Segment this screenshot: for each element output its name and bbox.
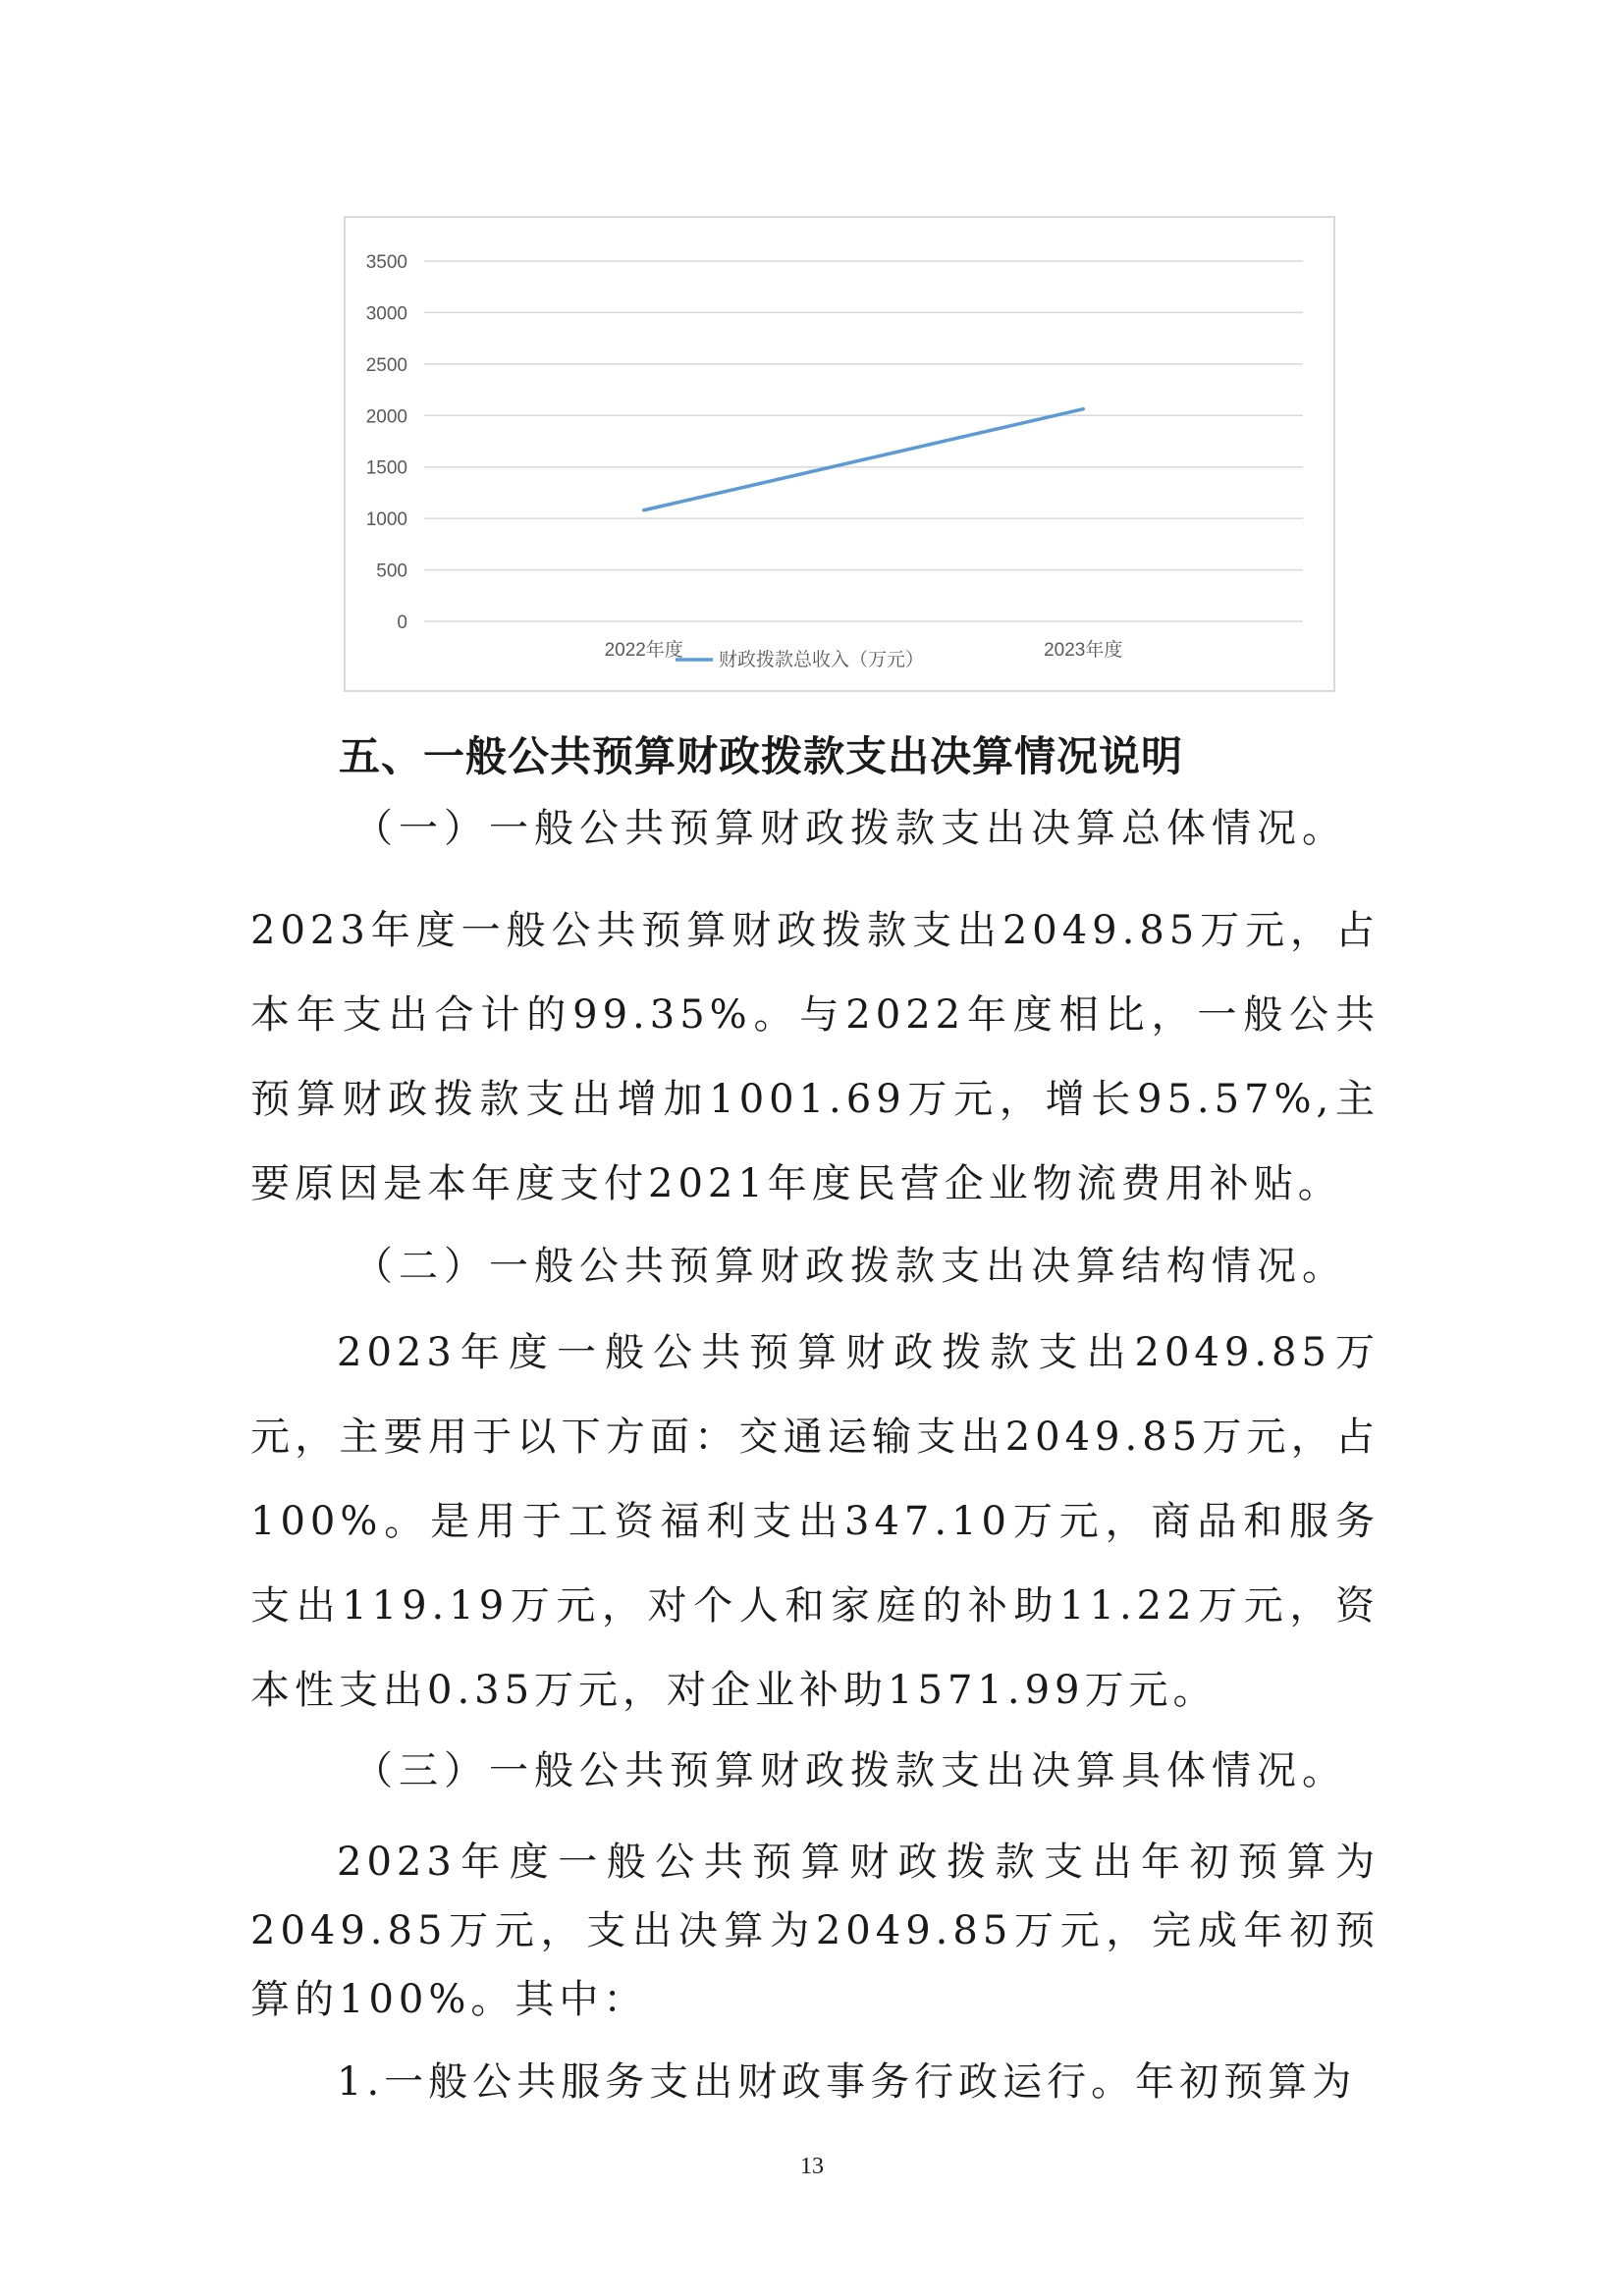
data-point [1082,407,1085,410]
y-tick-label: 0 [397,613,407,633]
y-tick-label: 500 [376,561,407,582]
x-tick-label: 2023年度 [1044,640,1123,661]
subheading-structure: （二）一般公共预算财政拨款支出决算结构情况。 [353,1244,1347,1289]
section-heading: 五、一般公共预算财政拨款支出决算情况说明 [339,732,1184,780]
legend-label: 财政拨款总收入（万元） [719,649,925,670]
y-tick-label: 1500 [365,457,407,479]
y-tick-label: 2000 [365,406,407,428]
y-tick-label: 3500 [365,252,407,273]
chart-frame [344,216,1335,692]
paragraph-detail: 2023年度一般公共预算财政拨款支出年初预算为2049.85万元，支出决算为2049.85万元，完成年初预算的100%。其中： [250,1840,1380,2022]
data-point [642,508,645,511]
page-number: 13 [800,2154,824,2179]
y-tick-label: 1000 [365,509,407,531]
x-tick-label: 2022年度 [604,640,683,661]
subheading-detail: （三）一般公共预算财政拨款支出决算具体情况。 [353,1748,1347,1793]
paragraph-overall: 2023年度一般公共预算财政拨款支出2049.85万元，占本年支出合计的99.35%。与2022年度相比，一般公共预算财政拨款支出增加1001.69万元，增长95.57%,主要原因是本年度支付2021年度民营企业物流费用补贴。 [250,908,1380,1206]
paragraph-structure: 2023年度一般公共预算财政拨款支出2049.85万元，主要用于以下方面：交通运输支出2049.85万元，占100%。是用于工资福利支出347.10万元，商品和服务支出119.19万元，对个人和家庭的补助11.22万元，资本性支出0.35万元，对企业补助1571.99万元。 [250,1330,1380,1713]
y-tick-label: 3000 [365,303,407,325]
y-tick-label: 2500 [365,354,407,376]
series-line [644,409,1084,510]
paragraph-item-1: 1.一般公共服务支出财政事务行政运行。年初预算为 [337,2059,1357,2105]
subheading-overall: （一）一般公共预算财政拨款支出决算总体情况。 [353,806,1347,851]
line-chart [346,218,1333,690]
